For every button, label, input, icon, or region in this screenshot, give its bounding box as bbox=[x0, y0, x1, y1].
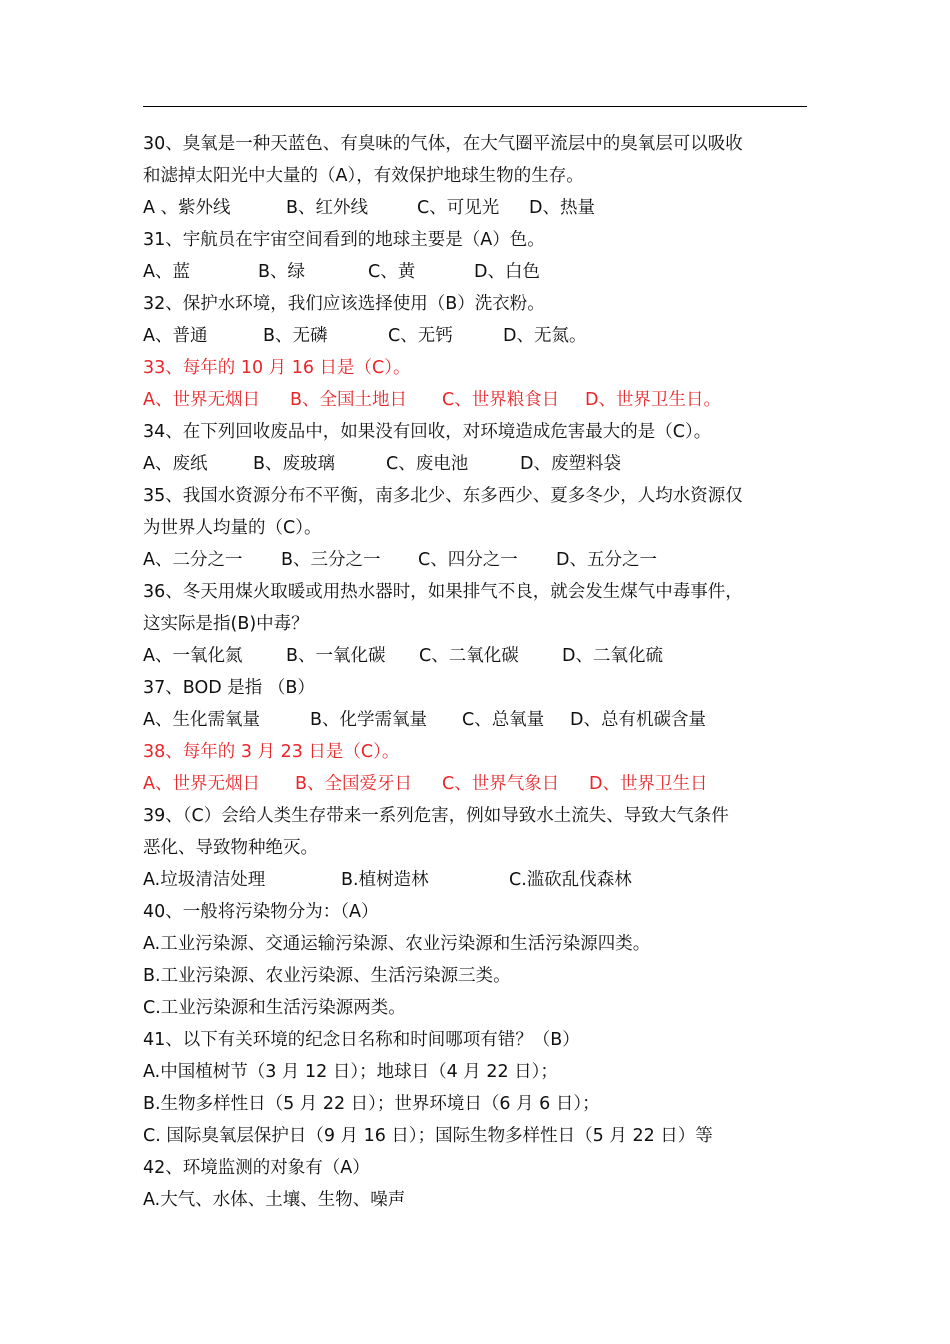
q30-stem-line1: 30、臭氧是一种天蓝色、有臭味的气体，在大气圈平流层中的臭氧层可以吸收 bbox=[143, 134, 743, 154]
q31-option-a: A、蓝 bbox=[143, 262, 190, 282]
q38-option-a: A、世界无烟日 bbox=[143, 774, 260, 794]
q33-option-d: D、世界卫生日。 bbox=[585, 390, 721, 410]
q37-option-d: D、总有机碳含量 bbox=[570, 710, 706, 730]
q33-option-a: A、世界无烟日 bbox=[143, 390, 260, 410]
q31-option-d: D、白色 bbox=[474, 262, 540, 282]
q30-option-b: B、红外线 bbox=[286, 198, 369, 218]
q30-option-a: A 、紫外线 bbox=[143, 198, 231, 218]
q39-option-c: C.滥砍乱伐森林 bbox=[509, 870, 632, 890]
question-list bbox=[143, 128, 813, 1216]
q35-stem-line2: 为世界人均量的（C）。 bbox=[143, 518, 322, 538]
q39-stem-line1: 39、（C）会给人类生存带来一系列危害，例如导致水土流失、导致大气条件 bbox=[143, 806, 729, 826]
q42-stem: 42、环境监测的对象有（A） bbox=[143, 1158, 370, 1178]
q39-option-b: B.植树造林 bbox=[341, 870, 429, 890]
q33-options bbox=[143, 384, 813, 416]
q35-option-c: C、四分之一 bbox=[418, 550, 518, 570]
q39-options bbox=[143, 864, 813, 896]
q40-option-c: C.工业污染源和生活污染源两类。 bbox=[143, 998, 406, 1018]
q37-option-b: B、化学需氧量 bbox=[310, 710, 428, 730]
q41-option-c: C. 国际臭氧层保护日（9 月 16 日）；国际生物多样性日（5 月 22 日）等 bbox=[143, 1126, 713, 1146]
q41-option-a: A.中国植树节（3 月 12 日）；地球日（4 月 22 日）； bbox=[143, 1062, 558, 1082]
q38-stem: 38、每年的 3 月 23 日是（C）。 bbox=[143, 742, 400, 762]
q36-option-b: B、一氧化碳 bbox=[286, 646, 386, 666]
q34-option-a: A、废纸 bbox=[143, 454, 208, 474]
q40-option-a: A.工业污染源、交通运输污染源、农业污染源和生活污染源四类。 bbox=[143, 934, 651, 954]
q32-option-c: C、无钙 bbox=[388, 326, 453, 346]
q32-stem: 32、保护水环境，我们应该选择使用（B）洗衣粉。 bbox=[143, 294, 545, 314]
q31-stem: 31、宇航员在宇宙空间看到的地球主要是（A）色。 bbox=[143, 230, 545, 250]
q33-option-b: B、全国土地日 bbox=[290, 390, 408, 410]
q35-option-d: D、五分之一 bbox=[556, 550, 657, 570]
q34-options bbox=[143, 448, 813, 480]
header-rule bbox=[143, 106, 807, 107]
q36-stem-line2: 这实际是指(B)中毒？ bbox=[143, 614, 309, 634]
q36-option-c: C、二氧化碳 bbox=[419, 646, 519, 666]
q33-stem: 33、每年的 10 月 16 日是（C）。 bbox=[143, 358, 411, 378]
q37-option-a: A、生化需氧量 bbox=[143, 710, 260, 730]
q37-options bbox=[143, 704, 813, 736]
q40-option-b: B.工业污染源、农业污染源、生活污染源三类。 bbox=[143, 966, 511, 986]
q36-option-d: D、二氧化硫 bbox=[562, 646, 663, 666]
q38-option-c: C、世界气象日 bbox=[442, 774, 560, 794]
q35-options bbox=[143, 544, 813, 576]
q32-option-b: B、无磷 bbox=[263, 326, 328, 346]
q35-option-a: A、二分之一 bbox=[143, 550, 243, 570]
q35-stem-line1: 35、我国水资源分布不平衡，南多北少、东多西少、夏多冬少，人均水资源仅 bbox=[143, 486, 743, 506]
q41-stem: 41、以下有关环境的纪念日名称和时间哪项有错？（B） bbox=[143, 1030, 580, 1050]
q37-option-c: C、总氧量 bbox=[462, 710, 545, 730]
q38-options bbox=[143, 768, 813, 800]
q42-option-a: A.大气、水体、土壤、生物、噪声 bbox=[143, 1190, 406, 1210]
q34-option-d: D、废塑料袋 bbox=[520, 454, 621, 474]
q41-option-b: B.生物多样性日（5 月 22 日）；世界环境日（6 月 6 日）； bbox=[143, 1094, 600, 1114]
q39-stem-line2: 恶化、导致物种绝灭。 bbox=[143, 838, 318, 858]
q33-option-c: C、世界粮食日 bbox=[442, 390, 560, 410]
q30-option-d: D、热量 bbox=[529, 198, 595, 218]
q38-option-b: B、全国爱牙日 bbox=[295, 774, 413, 794]
q30-stem-line2: 和滤掉太阳光中大量的（A），有效保护地球生物的生存。 bbox=[143, 166, 584, 186]
q40-stem: 40、一般将污染物分为：（A） bbox=[143, 902, 379, 922]
q34-stem: 34、在下列回收废品中，如果没有回收，对环境造成危害最大的是（C）。 bbox=[143, 422, 712, 442]
q38-option-d: D、世界卫生日 bbox=[589, 774, 708, 794]
q37-stem: 37、BOD 是指 （B） bbox=[143, 678, 315, 698]
q30-options bbox=[143, 192, 813, 224]
q36-option-a: A、一氧化氮 bbox=[143, 646, 243, 666]
q34-option-c: C、废电池 bbox=[386, 454, 469, 474]
q31-options bbox=[143, 256, 813, 288]
q34-option-b: B、废玻璃 bbox=[253, 454, 336, 474]
q35-option-b: B、三分之一 bbox=[281, 550, 381, 570]
q36-options bbox=[143, 640, 813, 672]
q30-option-c: C、可见光 bbox=[417, 198, 500, 218]
q31-option-b: B、绿 bbox=[258, 262, 306, 282]
q31-option-c: C、黄 bbox=[368, 262, 416, 282]
q32-option-a: A、普通 bbox=[143, 326, 208, 346]
q32-options bbox=[143, 320, 813, 352]
q39-option-a: A.垃圾清洁处理 bbox=[143, 870, 266, 890]
q32-option-d: D、无氮。 bbox=[503, 326, 587, 346]
q36-stem-line1: 36、冬天用煤火取暖或用热水器时，如果排气不良，就会发生煤气中毒事件， bbox=[143, 582, 743, 602]
